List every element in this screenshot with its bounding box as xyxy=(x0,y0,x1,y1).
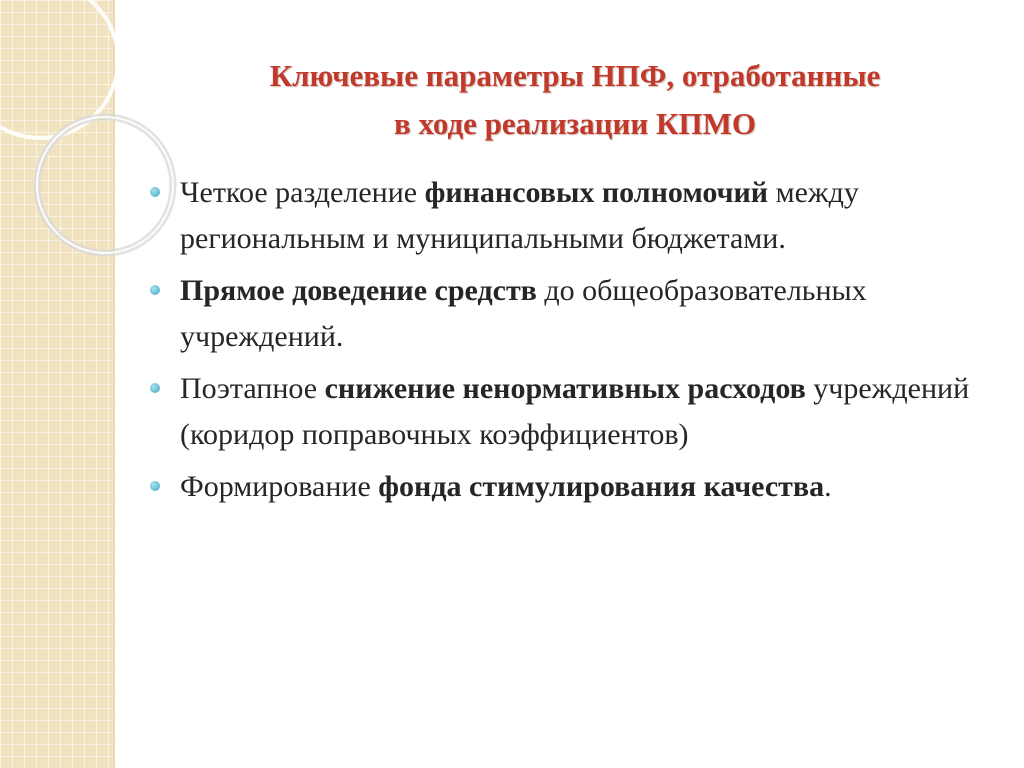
bullet-dot-icon xyxy=(150,481,160,491)
bullet-item-4 xyxy=(148,464,998,510)
bullet-text-normal: Четкое разделение xyxy=(180,176,425,209)
bullet-dot-icon xyxy=(150,383,160,393)
bullet-text-normal: учреждений (коридор поправочных коэффициентов) xyxy=(180,372,970,451)
bullet-text-bold: снижение ненормативных расходов xyxy=(324,372,806,405)
title-line-1: Ключевые параметры НПФ, отработанные xyxy=(269,58,881,93)
bullet-text-bold: фонда стимулирования качества xyxy=(378,470,825,503)
bullet-dot-icon xyxy=(150,187,160,197)
slide-title xyxy=(150,52,1000,148)
bullet-dot-icon xyxy=(150,285,160,295)
title-line-2: в ходе реализации КПМО xyxy=(394,106,756,141)
bullet-text-normal: до общеобразовательных учреждений. xyxy=(180,274,867,353)
bullet-text-bold: Прямое доведение средств xyxy=(180,274,537,307)
bullet-text-bold: финансовых полномочий xyxy=(424,176,769,209)
bullet-item-3 xyxy=(148,366,998,458)
bullet-text-normal: . xyxy=(824,470,832,503)
bullet-item-1 xyxy=(148,170,998,262)
bullet-text-normal: Формирование xyxy=(180,470,379,503)
bullet-text-normal: между региональным и муниципальными бюджетами. xyxy=(180,176,859,255)
bullet-list xyxy=(148,170,998,516)
bullet-item-2 xyxy=(148,268,998,360)
bullet-text-normal: Поэтапное xyxy=(180,372,325,405)
